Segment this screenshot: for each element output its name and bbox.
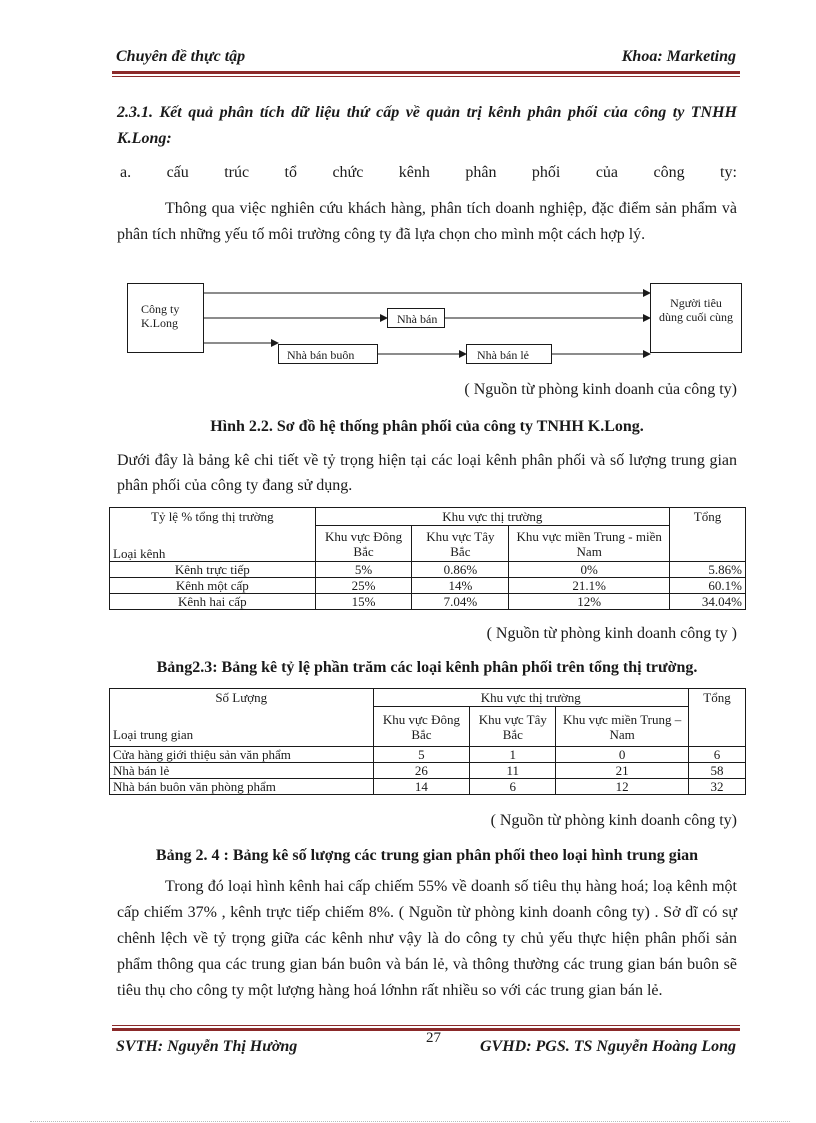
header-left: Chuyên đề thực tập	[116, 48, 246, 65]
subheading-word: phân	[465, 164, 497, 181]
cell-total: 32	[689, 779, 746, 795]
subheading-word: kênh	[398, 164, 430, 181]
table-row	[110, 562, 746, 578]
row-label: Nhà bán buôn văn phòng phẩm	[110, 779, 374, 795]
intermediary-count-table	[109, 688, 746, 795]
section-heading: 2.3.1. Kết quả phân tích dữ liệu thứ cấp về quản trị kênh phân phối của công ty TNHH K.Long:	[117, 104, 737, 147]
table1-column-header: Khu vực Đông Bắc	[315, 526, 412, 562]
cell-value: 0%	[509, 562, 670, 578]
subheading-word: cấu	[166, 164, 189, 181]
cell-value: 0	[556, 747, 689, 763]
cell-value: 25%	[315, 578, 412, 594]
table-row	[110, 763, 746, 779]
table2-caption: Bảng 2. 4 : Bảng kê số lượng các trung gian phân phối theo loại hình trung gian	[155, 847, 699, 864]
subheading-word: a.	[120, 164, 132, 181]
figure-caption: Hình 2.2. Sơ đồ hệ thống phân phối của công ty TNHH K.Long.	[210, 418, 644, 435]
box-small-retailer: Nhà bán lẻ	[466, 344, 552, 364]
cell-value: 6	[470, 779, 556, 795]
paragraph-table-intro: Dưới đây là bảng kê chi tiết về tỷ trọng hiện tại các loại kênh phân phối và số lượng trung gian phân phối của công ty đang sử dụng.	[117, 452, 737, 494]
footer-right: GVHD: PGS. TS Nguyễn Hoàng Long	[479, 1038, 736, 1055]
table1-total-cell-empty	[670, 526, 746, 562]
cell-value: 7.04%	[412, 594, 509, 610]
footer-rule-thin	[112, 1025, 740, 1026]
source-note-diagram: ( Nguồn từ phòng kinh doanh của công ty)	[464, 381, 737, 398]
table-row	[110, 747, 746, 763]
cell-value: 21.1%	[509, 578, 670, 594]
box-retailer: Nhà bán	[387, 308, 445, 328]
table2-group-header: Khu vực thị trường	[373, 689, 689, 707]
table1-column-header: Khu vực Tây Bắc	[412, 526, 509, 562]
cell-value: 15%	[315, 594, 412, 610]
box-wholesaler: Nhà bán buôn	[278, 344, 378, 364]
row-label: Cửa hàng giới thiệu sản văn phẩm	[110, 747, 374, 763]
table1-total-header: Tổng	[670, 508, 746, 526]
cell-total: 58	[689, 763, 746, 779]
subheading-word: ty:	[720, 164, 737, 181]
subheading-word: công	[653, 164, 685, 181]
cell-value: 26	[373, 763, 470, 779]
cell-total: 60.1%	[670, 578, 746, 594]
row-label: Kênh trực tiếp	[110, 562, 316, 578]
paragraph-conclusion: Trong đó loại hình kênh hai cấp chiếm 55% về doanh số tiêu thụ hàng hoá; loạ kênh một cấp chiếm 37% , kênh trực tiếp chiếm 8%. ( Nguồn từ phòng kinh doanh công ty) . Sở dĩ có sự chênh lệch về tỷ trọng giữa các kênh như vậy là do công ty chủ yếu thực hiện phân phối sản phẩm thông qua các trung gian bán buôn và bán lẻ, và thông thường các trung gian bán buôn sẽ tiêu thụ cho công ty một lượng hàng hoá lớnhn rất nhiều so với các trung gian bán lẻ.	[117, 878, 737, 999]
cell-value: 0.86%	[412, 562, 509, 578]
table2-total-header: Tổng	[689, 689, 746, 707]
row-label: Kênh một cấp	[110, 578, 316, 594]
subheading-word: tổ	[284, 164, 297, 181]
table2-corner-bottom: Loại trung gian	[110, 707, 374, 747]
table1-corner-bottom: Loại kênh	[110, 526, 316, 562]
subheading-word: trúc	[224, 164, 250, 181]
table-row	[110, 578, 746, 594]
row-label: Kênh hai cấp	[110, 594, 316, 610]
cell-total: 34.04%	[670, 594, 746, 610]
cell-value: 1	[470, 747, 556, 763]
footer-left: SVTH: Nguyễn Thị Hường	[116, 1038, 298, 1055]
table2-column-header: Khu vực miền Trung – Nam	[556, 707, 689, 747]
subheading-word: phối	[531, 164, 561, 181]
box-consumer: Người tiêu dùng cuối cùng	[650, 283, 742, 353]
cell-value: 21	[556, 763, 689, 779]
subheading-word: chức	[332, 164, 364, 181]
table2-column-header: Khu vực Tây Bắc	[470, 707, 556, 747]
cell-value: 11	[470, 763, 556, 779]
cell-value: 14	[373, 779, 470, 795]
table2-total-cell-empty	[689, 707, 746, 747]
table2-column-header: Khu vực Đông Bắc	[373, 707, 470, 747]
page-bottom-dotted-line	[30, 1121, 790, 1122]
page-number: 27	[426, 1030, 441, 1046]
table-row	[110, 779, 746, 795]
channel-share-table	[109, 507, 746, 610]
subheading-word: của	[595, 164, 619, 181]
table1-column-header: Khu vực miền Trung - miền Nam	[509, 526, 670, 562]
cell-value: 5	[373, 747, 470, 763]
table2-corner-top: Số Lượng	[110, 689, 374, 707]
table1-corner-top: Tỷ lệ % tổng thị trường	[110, 508, 316, 526]
table1-group-header: Khu vực thị trường	[315, 508, 669, 526]
table1-caption: Bảng2.3: Bảng kê tỷ lệ phần trăm các loại kênh phân phối trên tổng thị trường.	[156, 659, 698, 676]
paragraph-intro: Thông qua việc nghiên cứu khách hàng, phân tích doanh nghiệp, đặc điểm sản phẩm và phân tích những yếu tố môi trường công ty đã lựa chọn cho mình một cách hợp lý.	[117, 200, 737, 243]
cell-total: 5.86%	[670, 562, 746, 578]
cell-value: 12%	[509, 594, 670, 610]
table-row	[110, 594, 746, 610]
cell-value: 5%	[315, 562, 412, 578]
cell-total: 6	[689, 747, 746, 763]
cell-value: 12	[556, 779, 689, 795]
source-note-table2: ( Nguồn từ phòng kinh doanh công ty)	[490, 812, 737, 829]
source-note-table1: ( Nguồn từ phòng kinh doanh công ty )	[486, 625, 737, 642]
row-label: Nhà bán lẻ	[110, 763, 374, 779]
box-company: Công ty K.Long	[127, 283, 204, 353]
header-right: Khoa: Marketing	[621, 48, 736, 65]
cell-value: 14%	[412, 578, 509, 594]
